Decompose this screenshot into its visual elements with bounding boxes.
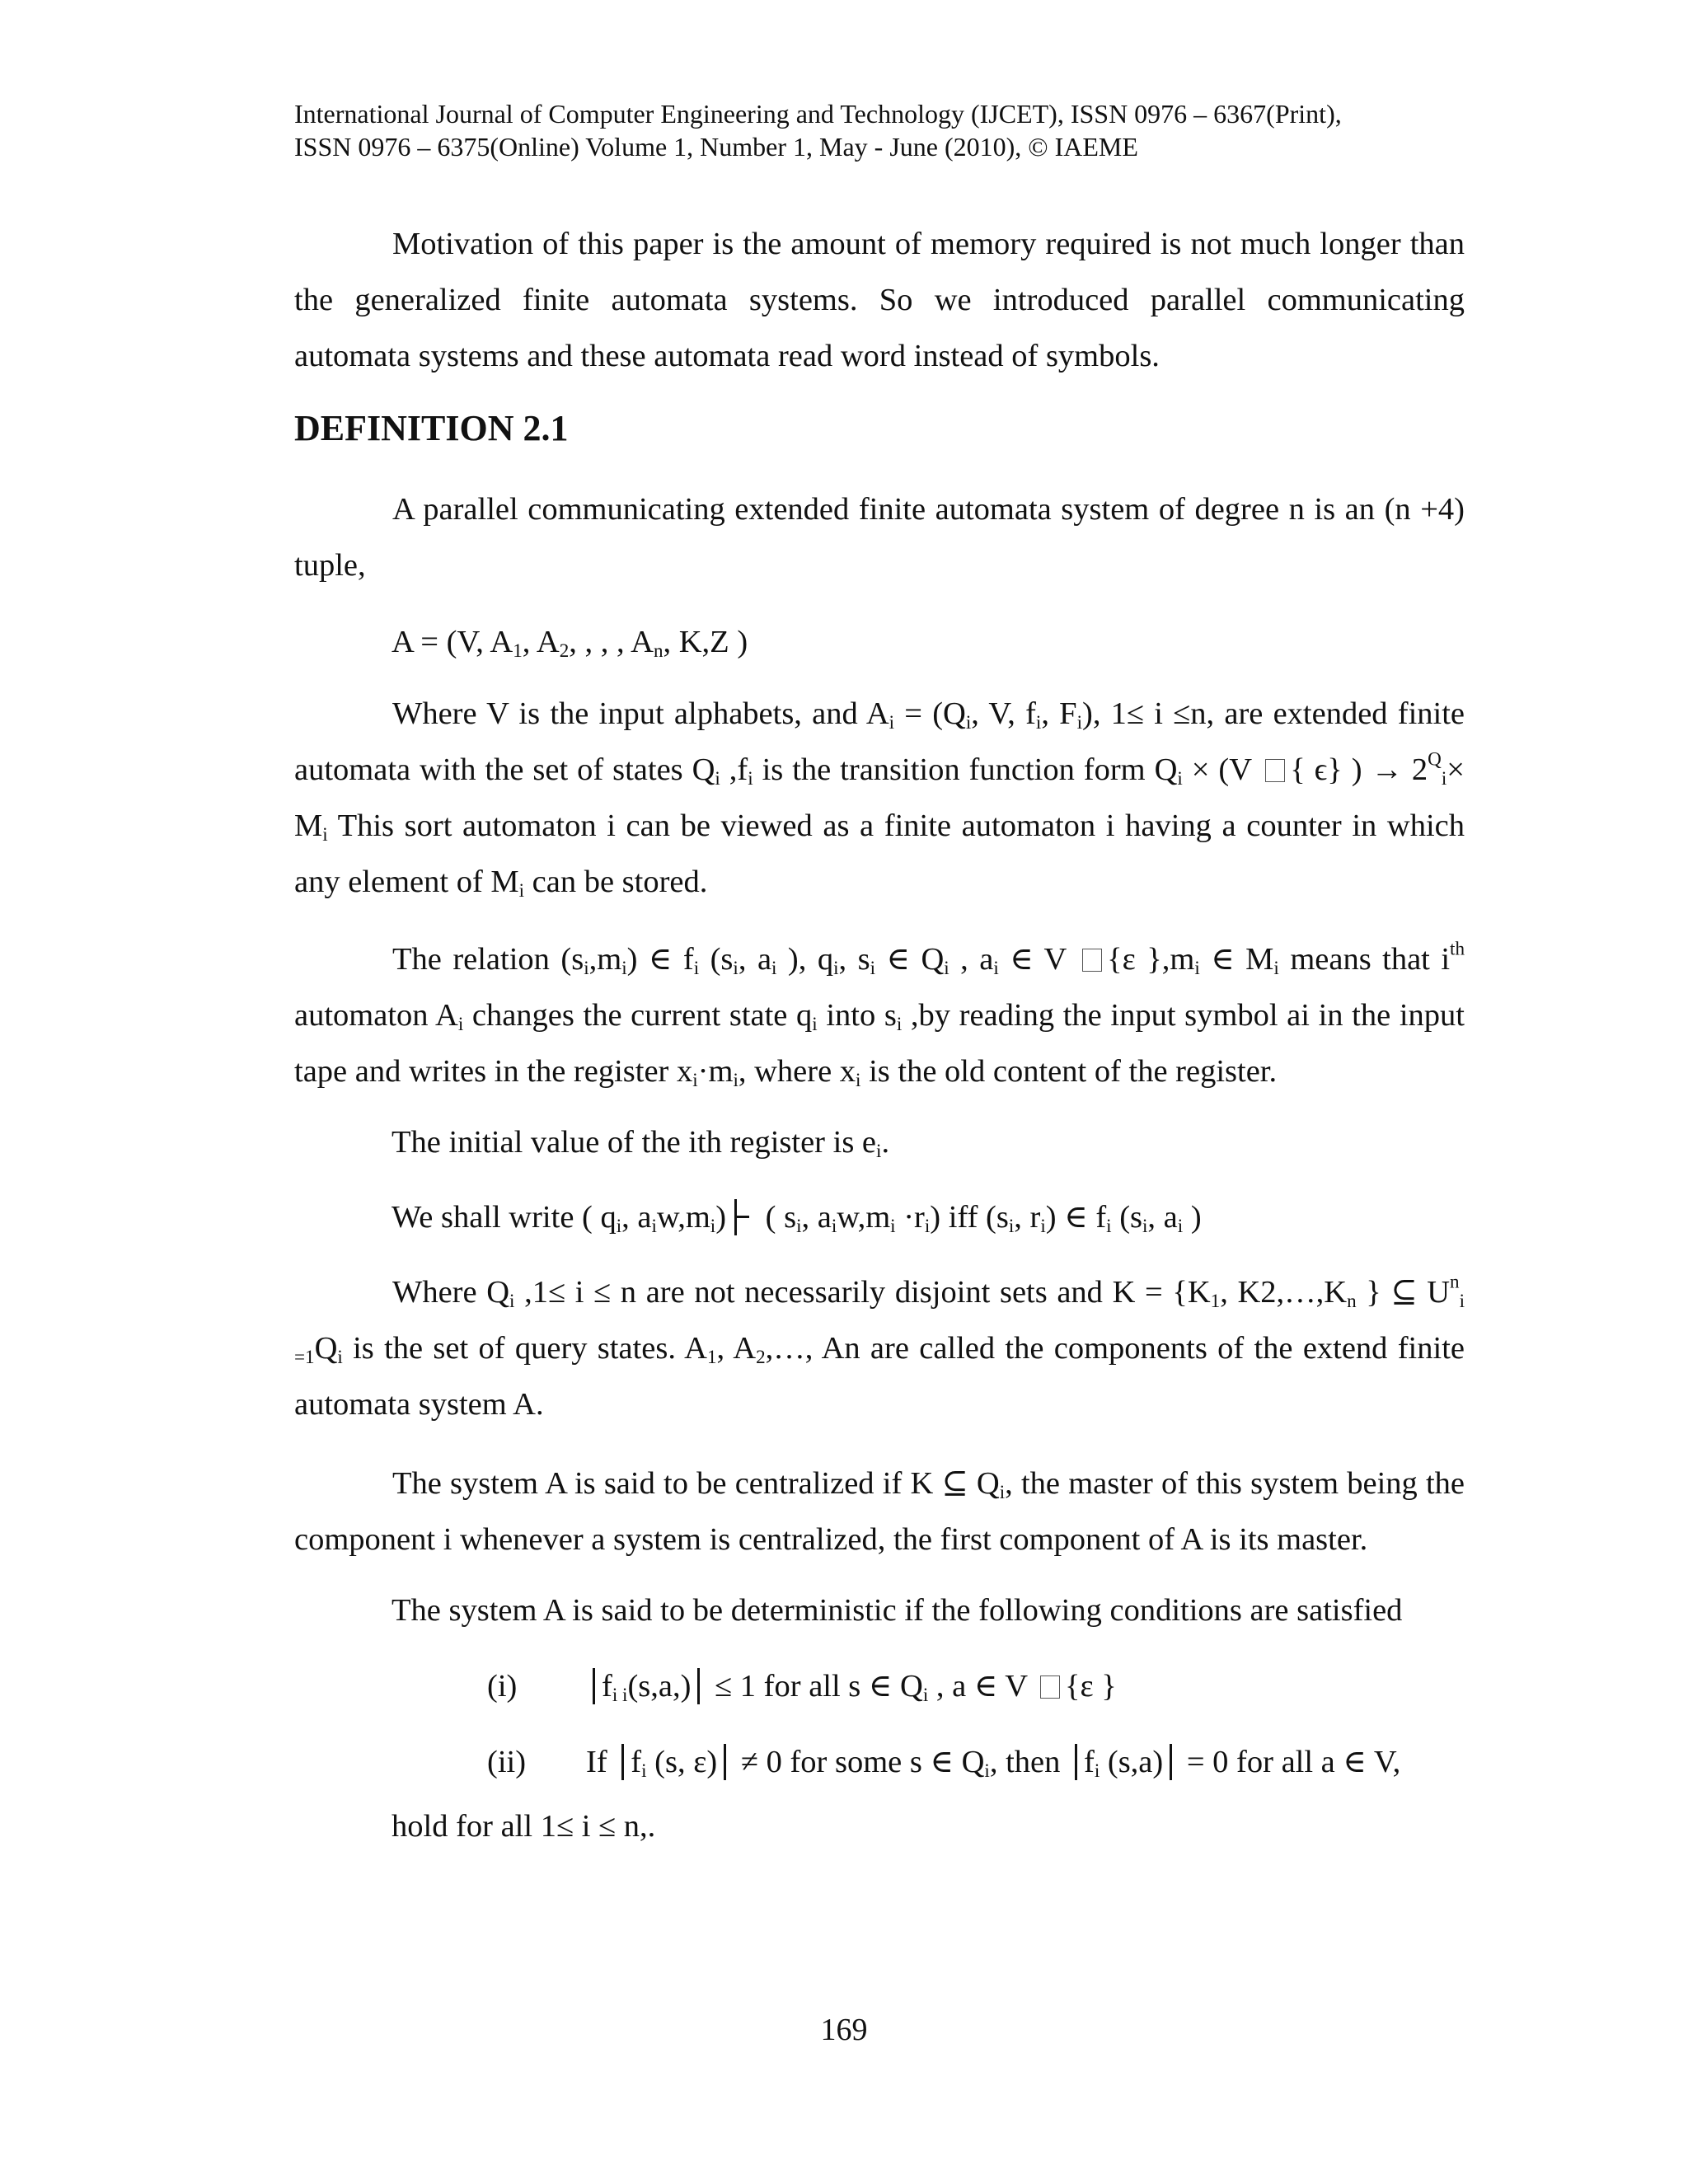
subscript: i	[856, 1068, 861, 1090]
tuple-sub: 2	[559, 639, 570, 661]
query-states-paragraph	[294, 1264, 1465, 1432]
text-run: ∈ V	[998, 942, 1078, 977]
subscript: i	[584, 956, 589, 978]
subscript: i	[965, 710, 972, 733]
text-run: (s,a)	[1100, 1745, 1164, 1779]
text-run: ∈ Q	[875, 942, 945, 977]
turnstile-icon	[733, 1199, 751, 1235]
subscript: i	[518, 879, 525, 901]
text-run: Where Q	[392, 1275, 510, 1310]
initial-value-line	[392, 1114, 889, 1170]
union-placeholder-glyph	[1265, 759, 1285, 782]
text-run: , F	[1041, 696, 1077, 731]
subscript: i	[812, 1012, 818, 1034]
subscript: 1	[706, 1345, 717, 1367]
text-run: {ε }	[1065, 1669, 1117, 1704]
text-run: ,by reading the input symbol ai in the input tape and writes in the register x	[294, 998, 1465, 1089]
text-run: , the master of this system being the component i whenever a system is centralized, the first component of A is its master.	[294, 1466, 1465, 1557]
tuple-part: , K,Z )	[663, 625, 748, 659]
abs-bar-glyph	[724, 1744, 726, 1780]
text-run: can be stored.	[524, 865, 708, 899]
definition-intro	[294, 481, 1465, 593]
text-run: ) ∈ f	[1045, 1200, 1107, 1235]
text-run: The system A is said to be centralized if K ⊆ Q	[392, 1466, 1000, 1501]
text-run: w,m	[656, 1200, 710, 1235]
text-run: )	[715, 1200, 727, 1235]
subscript: i	[993, 956, 999, 978]
text-run: , a	[801, 1200, 832, 1235]
subscript: i	[710, 1214, 716, 1236]
text-run: = 0 for all a ∈ V,	[1179, 1745, 1401, 1779]
text-run: , K2,…,K	[1220, 1275, 1348, 1310]
definition-intro-text: A parallel communicating extended finite automata system of degree n is an (n +4) tuple,	[294, 492, 1465, 583]
abs-bar-glyph	[1170, 1744, 1172, 1780]
subscript: i	[651, 1214, 657, 1236]
text-run: If	[586, 1745, 616, 1779]
subscript: i	[1177, 1214, 1184, 1236]
subscript: i	[715, 766, 720, 789]
text-run: ≤ 1 for all s ∈ Q	[706, 1669, 923, 1704]
text-run: , a	[949, 942, 994, 977]
text-run: , V, f	[971, 696, 1036, 731]
subscript: i	[733, 956, 738, 978]
text-run: automaton A	[294, 998, 458, 1033]
subscript: i	[890, 1214, 896, 1236]
text-run: )	[1183, 1200, 1202, 1235]
subscript: i	[641, 1759, 647, 1781]
condition-label: (i)	[487, 1669, 518, 1704]
text-run: The initial value of the ith register is e	[392, 1125, 877, 1160]
subscript: i	[876, 1139, 882, 1161]
union-placeholder-glyph	[1082, 949, 1102, 972]
text-run: , where x	[738, 1054, 856, 1089]
condition-ii	[487, 1734, 1400, 1790]
abs-bar-glyph	[621, 1744, 624, 1780]
text-run: { ϵ} ) → 2	[1290, 752, 1428, 787]
text-run: into s	[817, 998, 897, 1033]
subscript: i	[1194, 956, 1200, 978]
subscript: i	[617, 1683, 628, 1705]
text-run: , a	[1147, 1200, 1178, 1235]
text-run: is the old content of the register.	[860, 1054, 1278, 1089]
text-run: ,f	[720, 752, 748, 787]
subscript: i	[1273, 956, 1279, 978]
motivation-text: Motivation of this paper is the amount of memory required is not much longer than the generalized finite automata systems. So we introduced parallel communicating automata systems and these automata read word instead of symbols.	[294, 227, 1465, 373]
abs-bar-glyph	[593, 1668, 595, 1704]
text-run: ) ∈ f	[626, 942, 694, 977]
tuple-sub: n	[653, 639, 663, 661]
superscript: n	[1450, 1270, 1460, 1292]
text-run: {ε },m	[1107, 942, 1195, 977]
condition-i	[487, 1658, 1117, 1714]
text-run: , A	[716, 1331, 757, 1366]
page-number: 169	[820, 2013, 868, 2047]
text-run: (s	[699, 942, 734, 977]
subscript: i	[944, 956, 950, 978]
subscript: i	[796, 1214, 802, 1236]
subscript: i	[621, 956, 627, 978]
text-run: ,m	[588, 942, 622, 977]
subscript: i	[509, 1289, 515, 1311]
subscript: i	[1035, 710, 1042, 733]
subscript: i	[1076, 710, 1082, 733]
text-run: The relation (s	[392, 942, 584, 977]
subscript: i	[870, 956, 876, 978]
subscript: i	[1142, 1214, 1148, 1236]
text-run: (s,a,)	[627, 1669, 692, 1704]
definition-heading: DEFINITION 2.1	[294, 408, 569, 448]
subscript: i	[1094, 1759, 1100, 1781]
where-paragraph	[294, 686, 1465, 910]
motivation-paragraph	[294, 216, 1465, 384]
subscript: i	[896, 1012, 903, 1034]
text-run: × (V	[1182, 752, 1261, 787]
text-run: is the set of query states. A	[342, 1331, 707, 1366]
text-run: f	[1084, 1745, 1095, 1779]
text-run: changes the current state q	[463, 998, 813, 1033]
text-run: Q	[314, 1331, 338, 1366]
tuple-sub: 1	[513, 639, 523, 661]
tuple-formula	[392, 614, 748, 670]
header-line-1: International Journal of Computer Engineering and Technology (IJCET), ISSN 0976 – 6367(Print),	[294, 99, 1342, 129]
subscript: i	[889, 710, 895, 733]
subscript: i	[831, 1214, 837, 1236]
transition-formula-line	[392, 1189, 1202, 1245]
text-run: (s	[1111, 1200, 1142, 1235]
tuple-part: , , , , A	[569, 625, 654, 659]
text-run: w,m	[837, 1200, 891, 1235]
subscript: 1	[1210, 1289, 1221, 1311]
header-line-2: ISSN 0976 – 6375(Online) Volume 1, Number 1, May - June (2010), © IAEME	[294, 132, 1138, 162]
text-run: ·r	[895, 1200, 925, 1235]
text-run: This sort automaton i can be viewed as a finite automaton i having a counter in which any element of M	[294, 808, 1465, 899]
subscript: i	[337, 1345, 343, 1367]
subscript: i	[1177, 766, 1183, 789]
text-run: ), q	[776, 942, 834, 977]
tuple-part: , A	[522, 625, 560, 659]
subscript: i	[616, 1214, 622, 1236]
abs-bar-glyph	[1075, 1744, 1077, 1780]
subscript: i	[833, 956, 839, 978]
superscript: th	[1450, 937, 1465, 959]
journal-header	[294, 97, 1465, 163]
text-run: × M	[294, 752, 1465, 843]
text-run: f	[631, 1745, 642, 1779]
text-run: ∈ M	[1199, 942, 1274, 977]
text-run: } ⊆ U	[1356, 1275, 1451, 1310]
subscript: i	[999, 1480, 1006, 1502]
text-run: , s	[838, 942, 870, 977]
text-run: ( s	[757, 1200, 797, 1235]
subscript: i	[922, 1683, 929, 1705]
text-run: is the transition function form Q	[753, 752, 1178, 787]
subscript: i	[457, 1012, 464, 1034]
subscript: i	[1040, 1214, 1046, 1236]
text-run: f	[602, 1669, 612, 1704]
tuple-part: A = (V, A	[392, 625, 513, 659]
subscript: i	[322, 823, 328, 845]
subscript: i	[693, 956, 700, 978]
text-run: , a ∈ V	[928, 1669, 1036, 1704]
text-run: .	[881, 1125, 890, 1160]
text-run: , a	[621, 1200, 652, 1235]
text-run: , then	[989, 1745, 1068, 1779]
superscript: Q	[1428, 748, 1442, 770]
text-run: , r	[1014, 1200, 1041, 1235]
text-run: Where V is the input alphabets, and A	[392, 696, 889, 731]
subscript: i	[984, 1759, 990, 1781]
centralized-paragraph	[294, 1455, 1465, 1568]
text-run: ≠ 0 for some s ∈ Q	[733, 1745, 985, 1779]
condition-label: (ii)	[487, 1745, 527, 1779]
text-run: ) iff (s	[930, 1200, 1009, 1235]
text-run: , a	[738, 942, 772, 977]
subscript: 2	[756, 1345, 766, 1367]
text-run: ,1≤ i ≤ n are not necessarily disjoint sets and K = {K	[514, 1275, 1211, 1310]
subscript: i	[1441, 766, 1447, 789]
text-run: We shall write ( q	[392, 1200, 617, 1235]
text-run: ·m	[697, 1054, 734, 1089]
union-placeholder-glyph	[1040, 1675, 1060, 1699]
subscript: i	[748, 766, 753, 789]
subscript: i	[924, 1214, 931, 1236]
subscript: i	[692, 1068, 698, 1090]
relation-paragraph	[294, 931, 1465, 1099]
subscript: i	[771, 956, 777, 978]
subscript: n	[1347, 1289, 1357, 1311]
text-run: = (Q	[894, 696, 966, 731]
deterministic-line: The system A is said to be deterministic if the following conditions are satisfied	[392, 1593, 1403, 1628]
text-run: ), 1≤ i ≤n, are extended finite automata with the set of states Q	[294, 696, 1465, 787]
subscript: i =1	[294, 1289, 1465, 1367]
text-run: ,…, An are called the components of the extend finite automata system A.	[294, 1331, 1465, 1422]
subscript: i	[1106, 1214, 1112, 1236]
text-run: means that i	[1278, 942, 1451, 977]
text-run: (s, ε)	[646, 1745, 718, 1779]
subscript: i	[733, 1068, 738, 1090]
abs-bar-glyph	[697, 1668, 700, 1704]
subscript: i	[612, 1683, 618, 1705]
subscript: i	[1008, 1214, 1015, 1236]
closing-line: hold for all 1≤ i ≤ n,.	[392, 1809, 656, 1844]
